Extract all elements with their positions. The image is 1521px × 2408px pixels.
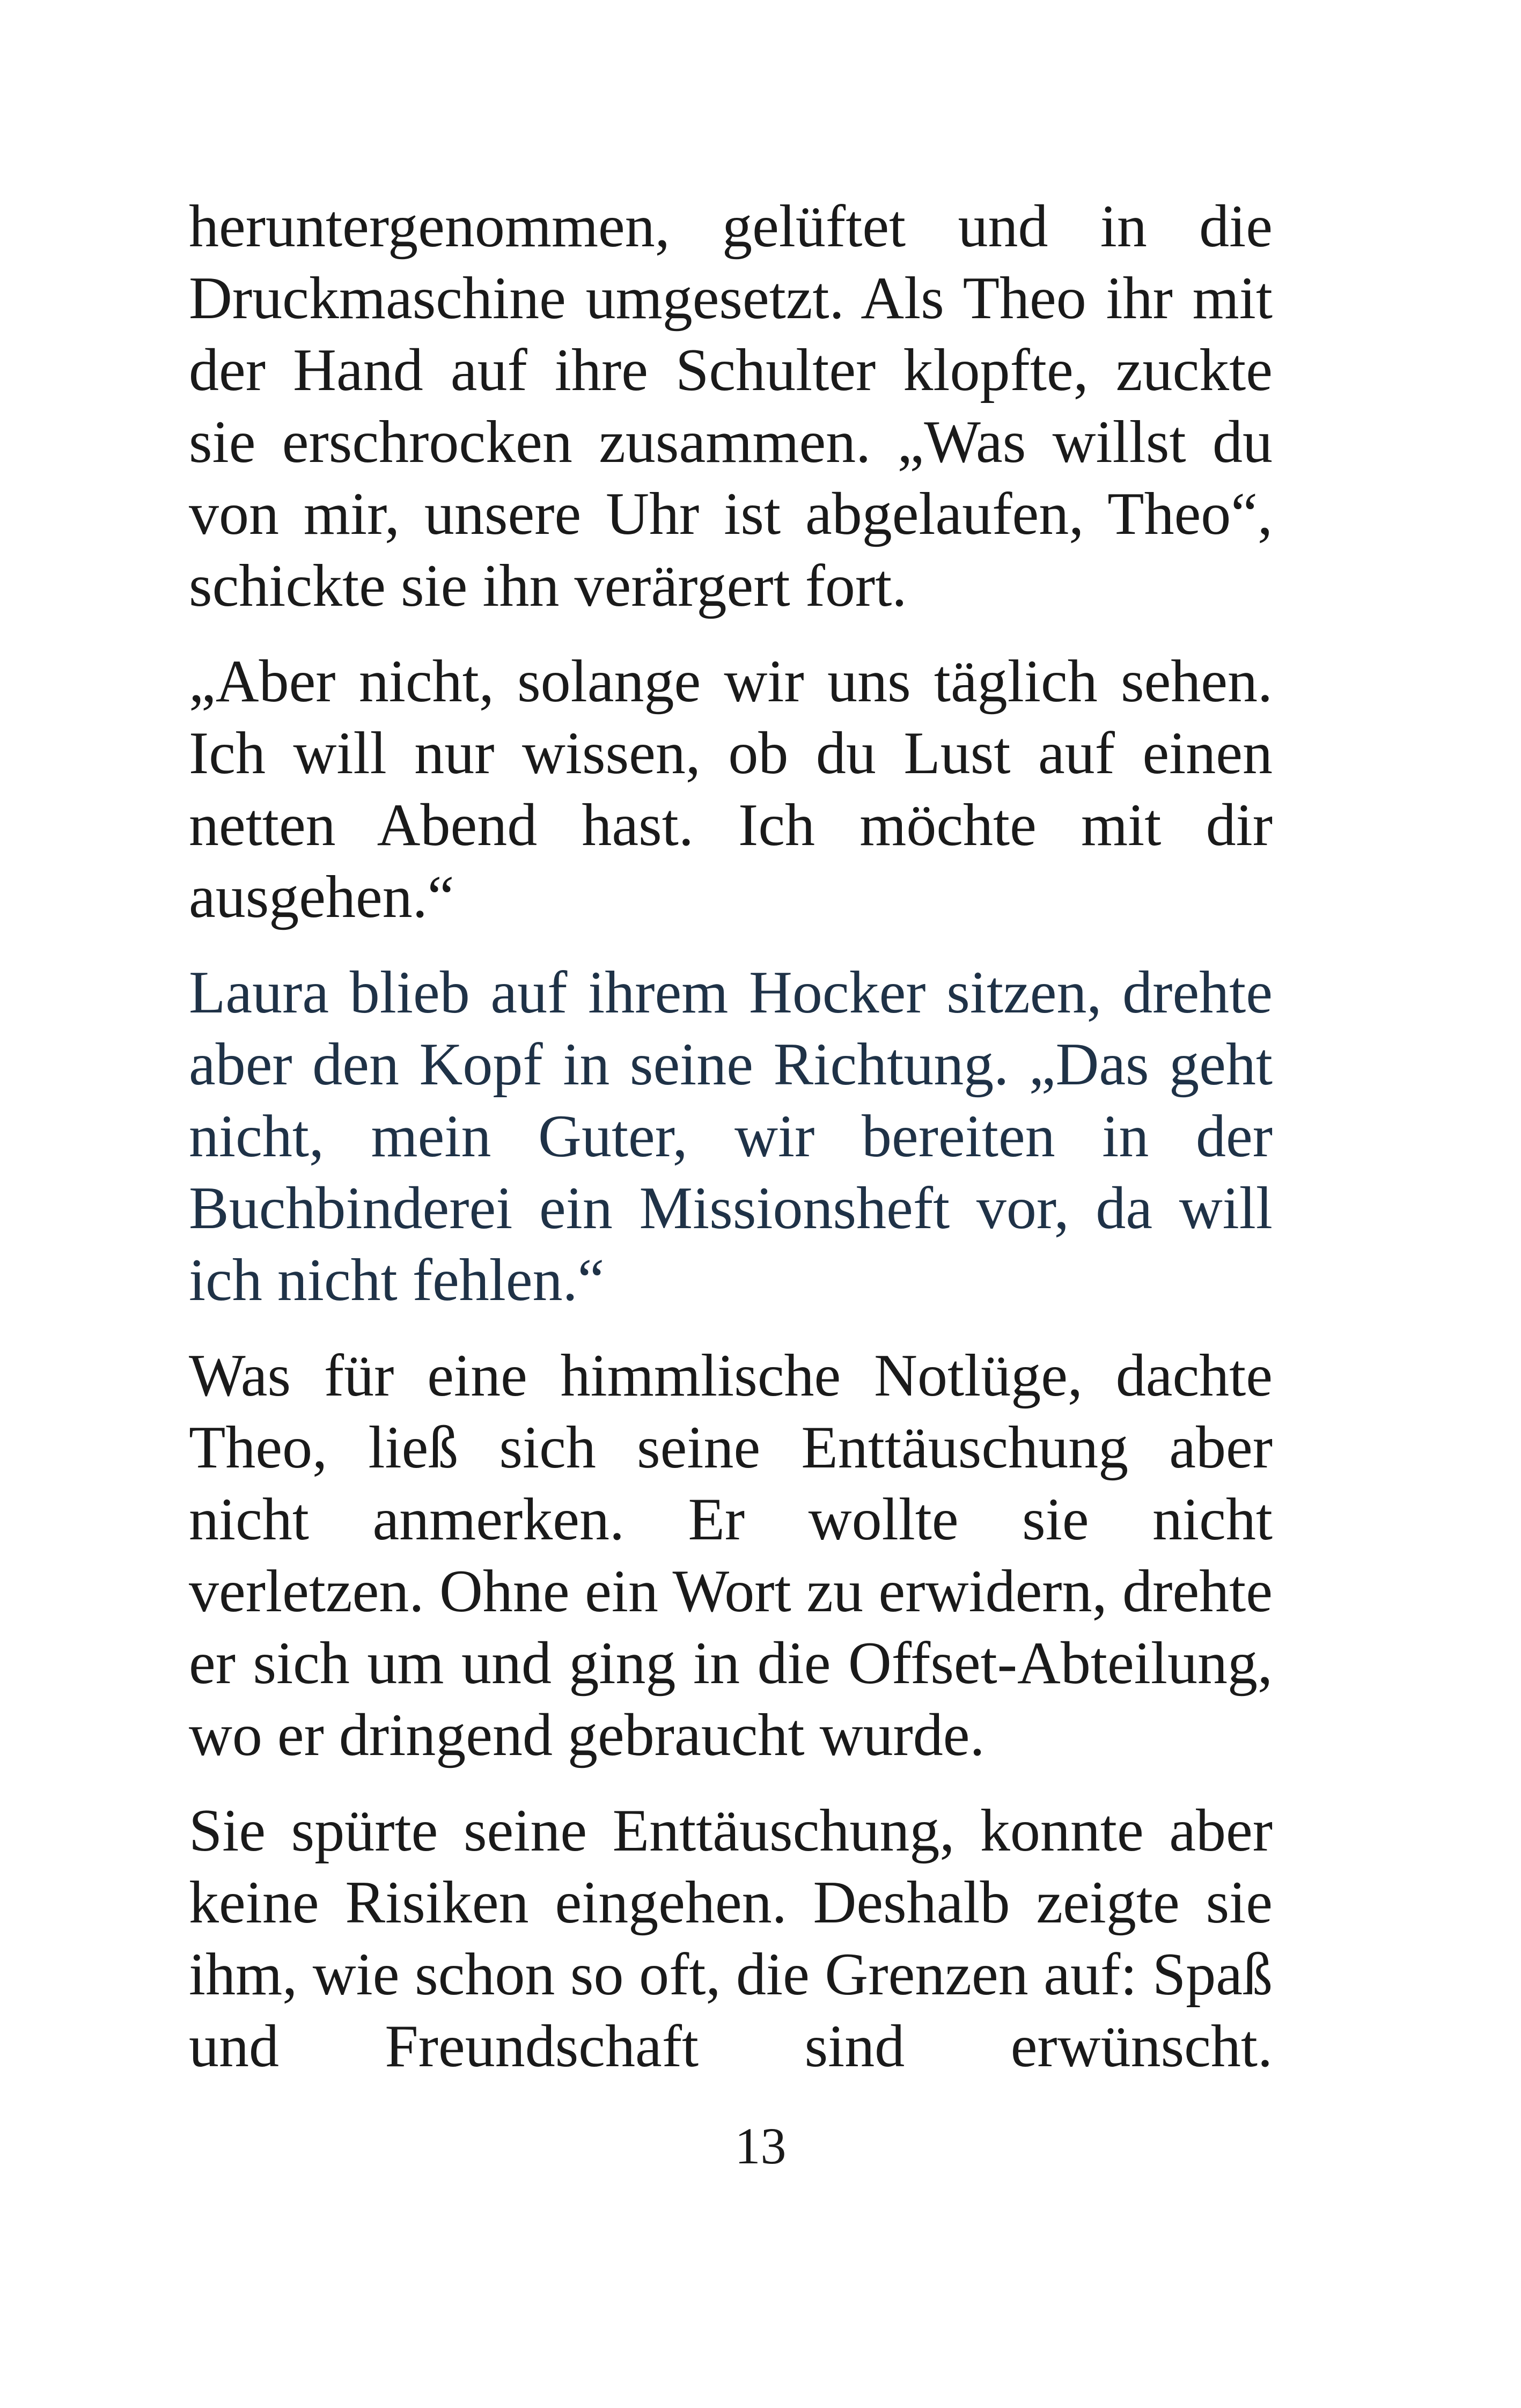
paragraph-1: heruntergenommen, gelüftet und in die Druckmaschine umgesetzt. Als Theo ihr mit der Hand auf ihre Schulter klopfte, zuckte sie erschrocken zusammen. „Was willst du von mir, unsere Uhr ist abgelaufen, Theo“, schickte sie ihn verärgert fort. — [189, 193, 1273, 619]
paragraph-5: Sie spürte seine Enttäuschung, konnte aber keine Risiken eingehen. Deshalb zeigte sie ihm, wie schon so oft, die Grenzen auf: Spaß und Freundschaft sind erwünscht. — [189, 1797, 1273, 2080]
page-number: 13 — [734, 2117, 787, 2175]
paragraph-4: Was für eine himmlische Notlüge, dachte Theo, ließ sich seine Enttäuschung aber nicht anmerken. Er wollte sie nicht verletzen. Ohne ein Wort zu erwidern, drehte er sich um und ging in die Offset-Abteilung, wo er dringend gebraucht wurde. — [189, 1342, 1273, 1768]
book-page-body — [189, 190, 1273, 2082]
paragraph-3: Laura blieb auf ihrem Hocker sitzen, drehte aber den Kopf in seine Richtung. „Das geht nicht, mein Guter, wir bereiten in der Buchbinderei ein Missionsheft vor, da will ich nicht fehlen.“ — [189, 959, 1273, 1313]
paragraph-2: „Aber nicht, solange wir uns täglich sehen. Ich will nur wissen, ob du Lust auf einen netten Abend hast. Ich möchte mit dir ausgehen.“ — [189, 648, 1273, 930]
